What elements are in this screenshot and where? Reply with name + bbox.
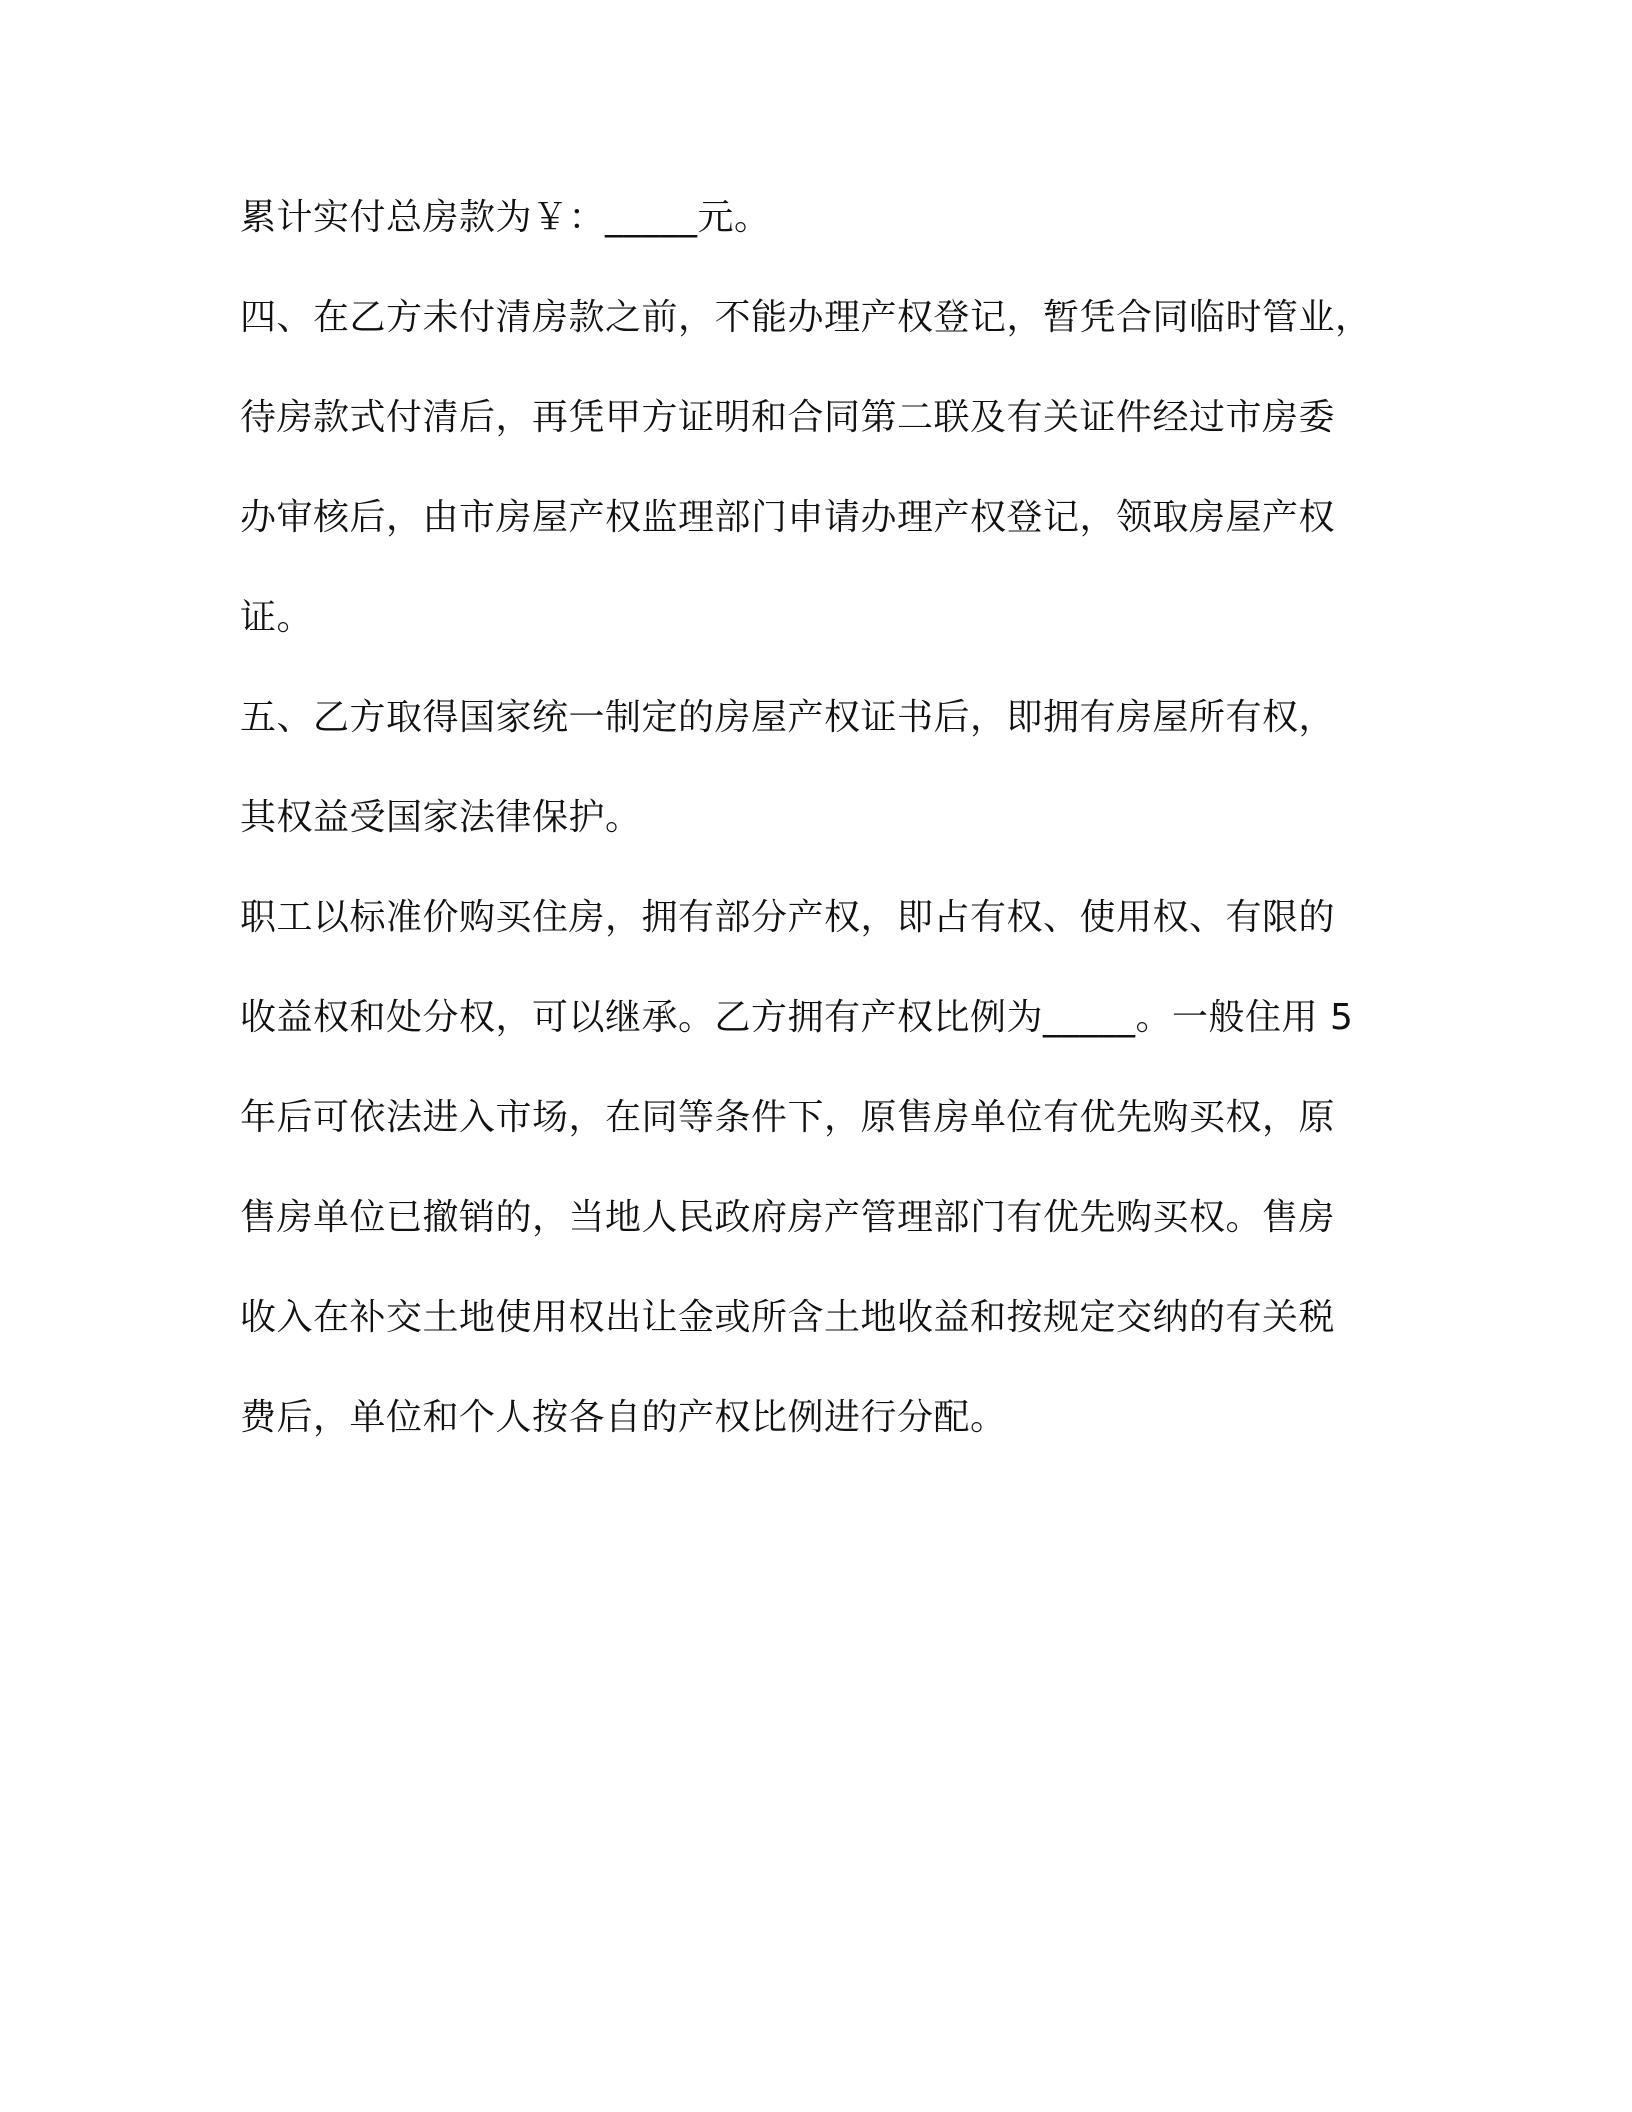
clause-5-line-1: 五、乙方取得国家统一制定的房屋产权证书后，即拥有房屋所有权，	[240, 697, 1336, 738]
ownership-paragraph-line-1: 职工以标准价购买住房，拥有部分产权，即占有权、使用权、有限的	[240, 897, 1336, 938]
ownership-paragraph-line-2: 收益权和处分权，可以继承。乙方拥有产权比例为_____。一般住用 5	[240, 997, 1354, 1038]
ownership-paragraph-line-5: 收入在补交土地使用权出让金或所含土地收益和按规定交纳的有关税	[240, 1297, 1336, 1338]
total-payment-line: 累计实付总房款为￥：_____元。	[240, 197, 771, 238]
clause-4-line-2: 待房款式付清后，再凭甲方证明和合同第二联及有关证件经过市房委	[240, 397, 1336, 438]
clause-4-line-1: 四、在乙方未付清房款之前，不能办理产权登记，暂凭合同临时管业，	[240, 297, 1372, 338]
ownership-paragraph-line-4: 售房单位已撤销的，当地人民政府房产管理部门有优先购买权。售房	[240, 1197, 1336, 1238]
clause-5-line-2: 其权益受国家法律保护。	[240, 797, 642, 838]
ownership-paragraph-line-3: 年后可依法进入市场，在同等条件下，原售房单位有优先购买权，原	[240, 1097, 1336, 1138]
ownership-paragraph-line-6: 费后，单位和个人按各自的产权比例进行分配。	[240, 1397, 1007, 1438]
clause-4-line-4: 证。	[240, 597, 314, 638]
clause-4-line-3: 办审核后，由市房屋产权监理部门申请办理产权登记，领取房屋产权	[240, 497, 1336, 538]
